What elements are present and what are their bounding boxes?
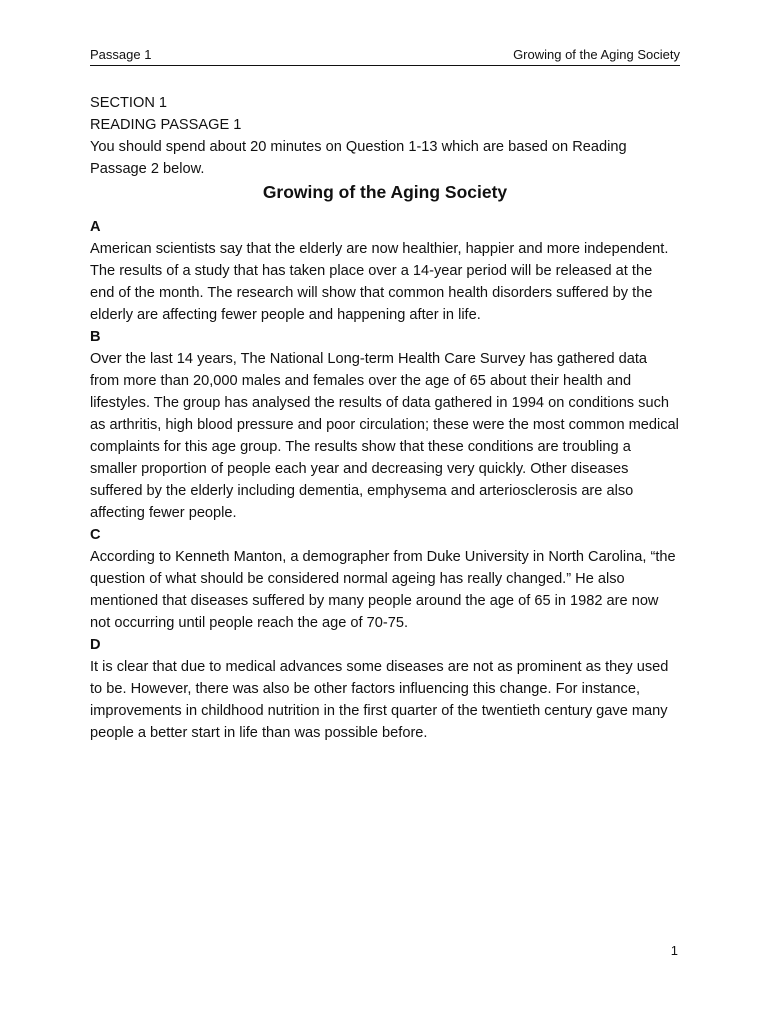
passage-title: Growing of the Aging Society [262,182,508,202]
paragraph-a: American scientists say that the elderly are now healthier, happier and more independent. The results of a study that has taken place over a 14-year period will be released at the end of the month. The research will show that common health disorders suffered by the elderly are affecting fewer people and happening after in life. [90,241,669,323]
paragraph-letter-c: C [90,527,101,543]
header-left: Passage 1 [90,47,152,62]
paragraph-d: It is clear that due to medical advances some diseases are not as prominent as they used to be. However, there was also be other factors influencing this change. For instance, improvements in childhood nutrition in the first quarter of the twentieth century gave many people a better start in life than was possible before. [90,659,669,741]
section-label: SECTION 1 [90,95,168,111]
paragraph-letter-a: A [90,219,101,235]
header-right: Growing of the Aging Society [513,47,680,62]
document-body [90,92,680,744]
page-number: 1 [670,943,678,958]
instructions: You should spend about 20 minutes on Question 1-13 which are based on Reading Passage 2 below. [90,139,627,177]
paragraph-letter-b: B [90,329,101,345]
paragraph-letter-d: D [90,637,101,653]
passage-label: READING PASSAGE 1 [90,117,242,133]
running-header [90,47,680,66]
paragraph-b: Over the last 14 years, The National Long-term Health Care Survey has gathered data from more than 20,000 males and females over the age of 65 about their health and lifestyles. The group has analysed the results of data gathered in 1994 on conditions such as arthritis, high blood pressure and poor circulation; these were the most common medical complaints for this age group. The results show that these conditions are troubling a smaller proportion of people each year and decreasing very quickly. Other diseases suffered by the elderly including dementia, emphysema and arteriosclerosis are also affecting fewer people. [90,351,679,521]
paragraph-c: According to Kenneth Manton, a demographer from Duke University in North Carolina, “the question of what should be considered normal ageing has really changed.” He also mentioned that diseases suffered by many people around the age of 65 in 1982 are now not occurring until people reach the age of 70-75. [90,549,676,631]
